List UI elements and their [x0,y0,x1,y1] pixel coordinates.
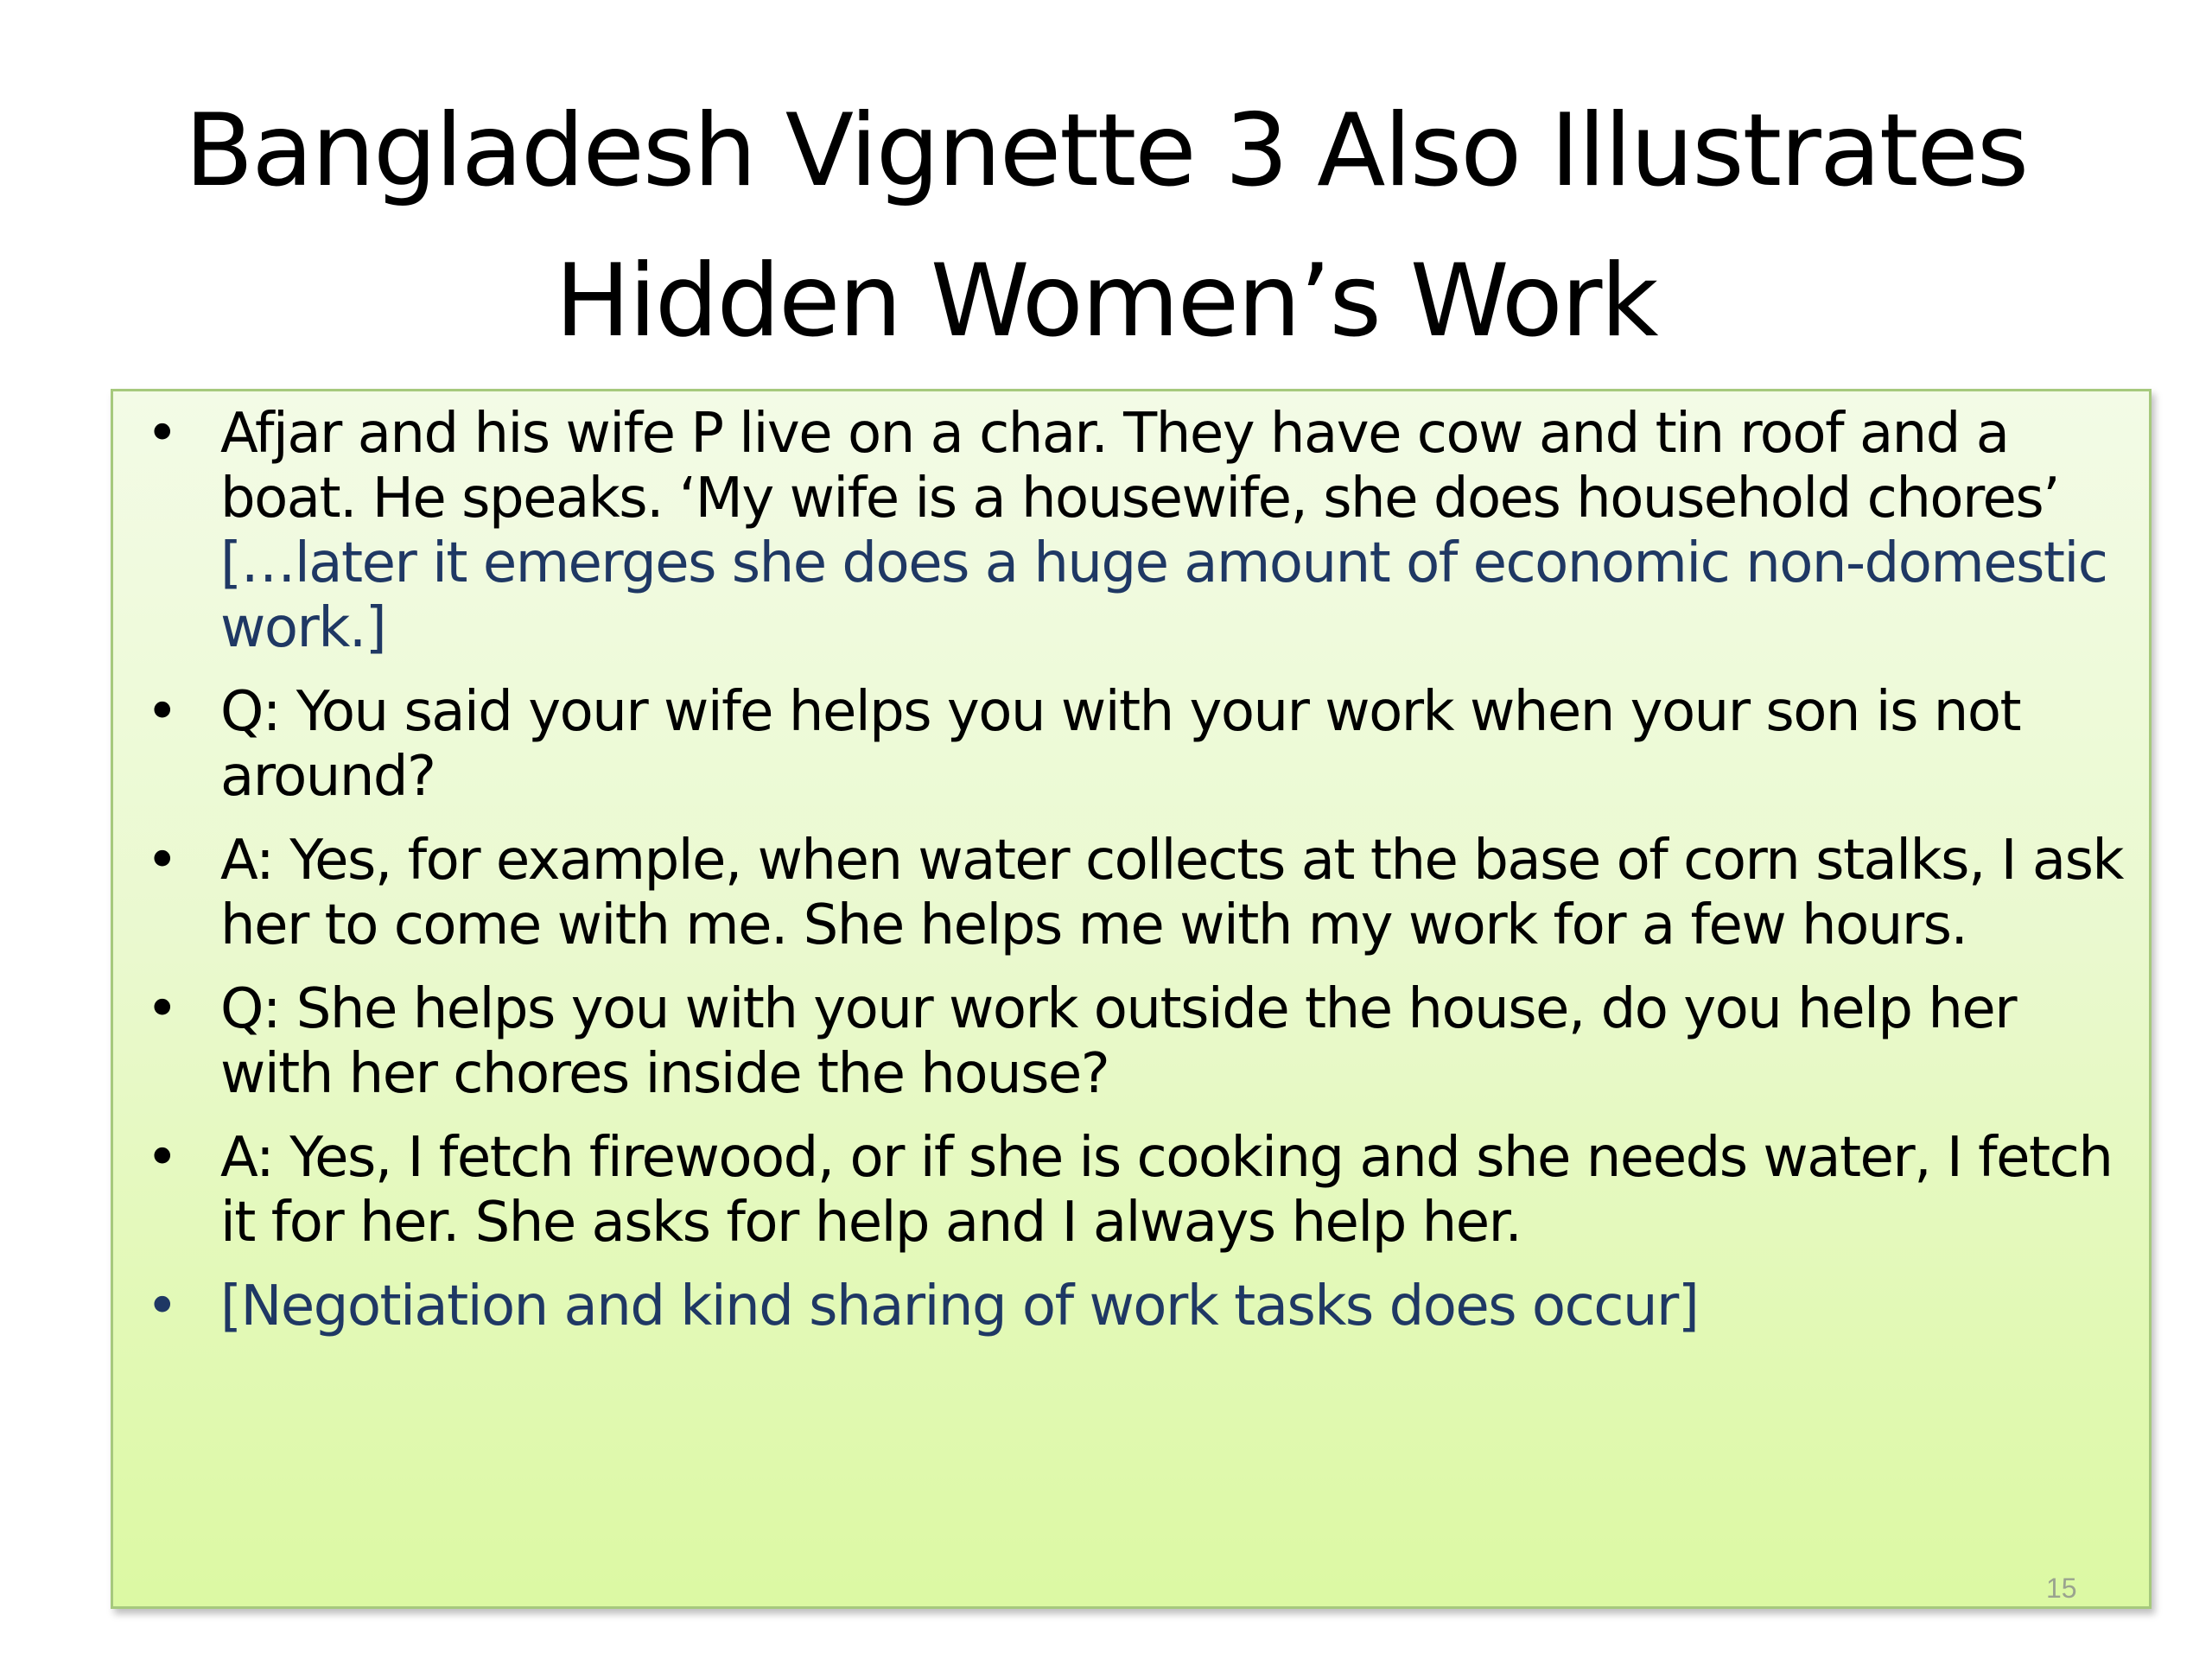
bullet-text: A: Yes, for example, when water collects at the base of corn stalks, I ask her to come with me. She helps me with my work for a few hours. [220,829,2123,957]
bullet-text: Q: You said your wife helps you with your work when your son is not around? [220,680,2021,809]
bullet-dot: • [145,1126,178,1190]
bullet-item-note [113,1274,2154,1339]
slide-title [0,76,2212,377]
bullet-dot: • [145,1274,178,1338]
bullet-item [113,977,2154,1107]
bullet-dot: • [145,402,178,466]
bullet-dot: • [145,977,178,1041]
bullet-item [113,402,2154,661]
bullet-text: Q: She helps you with your work outside the house, do you help her with her chores inside the house? [220,977,2017,1106]
bullet-text: Afjar and his wife P live on a char. They have cow and tin roof and a boat. He speaks. ‘My wife is a housewife, she does household chores’ [220,402,2059,531]
bullet-aside-note: […later it emerges she does a huge amount of economic non-domestic work.] [220,531,2107,660]
bullet-text: A: Yes, I fetch firewood, or if she is cooking and she needs water, I fetch it for her. She asks for help and I always help her. [220,1126,2113,1255]
bullet-item [113,1126,2154,1255]
bullet-text: [Negotiation and kind sharing of work tasks does occur] [220,1274,1699,1338]
content-box [111,389,2152,1609]
title-line-1: Bangladesh Vignette 3 Also Illustrates [184,92,2028,209]
title-line-2: Hidden Women’s Work [555,243,1657,359]
bullet-dot: • [145,829,178,893]
bullet-dot: • [145,680,178,744]
bullet-item [113,680,2154,810]
bullet-list [113,402,2154,1358]
slide-number: 15 [2046,1573,2077,1604]
bullet-item [113,829,2154,958]
